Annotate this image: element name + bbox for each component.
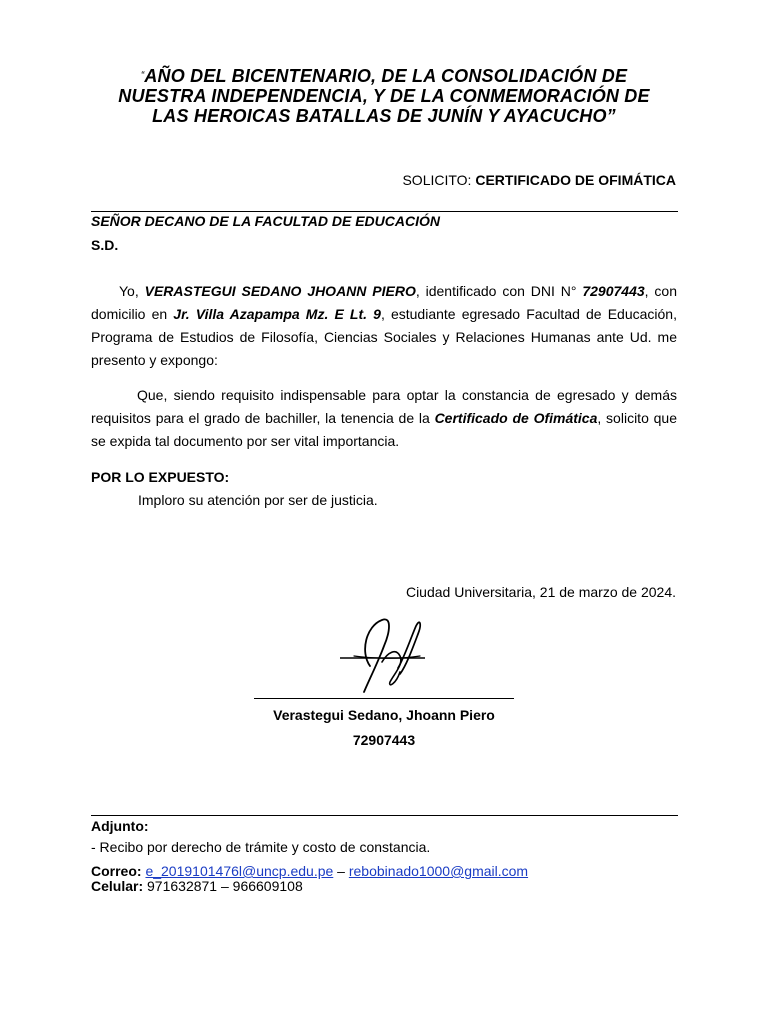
- motto-line-3: LAS HEROICAS BATALLAS DE JUNÍN Y AYACUCHO”: [152, 106, 616, 126]
- attachments-heading: Adjunto:: [91, 818, 149, 834]
- contact-phone-row: [91, 878, 303, 894]
- body-paragraph-1: [91, 280, 677, 372]
- place-date: Ciudad Universitaria, 21 de marzo de 2024.: [405, 584, 676, 600]
- signer-name: Verastegui Sedano, Jhoann Piero: [273, 707, 495, 723]
- signer-dni: 72907443: [352, 732, 416, 748]
- attachment-item: - Recibo por derecho de trámite y costo de constancia.: [91, 839, 431, 855]
- document-motto: [80, 66, 688, 126]
- contact-email-row: [91, 863, 528, 879]
- email-link-personal[interactable]: rebobinado1000@gmail.com: [348, 863, 529, 879]
- addressee: SEÑOR DECANO DE LA FACULTAD DE EDUCACIÓN: [91, 213, 440, 229]
- body1-text-4: , estudiante egresado Facultad de Educación, Programa de Estudios de Filosofía, Ciencias Sociales y Relaciones Humanas ante Ud. me presento y expongo:: [91, 306, 677, 368]
- body1-text-2: , identificado con DNI N°: [415, 283, 583, 299]
- applicant-name: VERASTEGUI SEDANO JHOANN PIERO: [144, 283, 416, 299]
- body2-text-1: Que, siendo requisito indispensable para optar la constancia de egresado y demás requisitos para el grado de bachiller, la tenencia de la: [91, 387, 677, 426]
- closing-request: Imploro su atención por ser de justicia.: [138, 492, 378, 508]
- divider-top: [91, 211, 678, 212]
- salutation-sd: S.D.: [91, 237, 119, 253]
- certificate-name: Certificado de Ofimática: [434, 410, 598, 426]
- email-label: Correo:: [91, 863, 142, 879]
- phone-label: Celular:: [91, 878, 144, 894]
- body-paragraph-2: [91, 384, 677, 453]
- applicant-dni: 72907443: [582, 283, 645, 299]
- body1-text-1: Yo,: [119, 283, 145, 299]
- handwritten-signature: [330, 612, 440, 702]
- motto-open-quote: “: [140, 70, 145, 81]
- body2-text-2: , solicito que se expida tal documento por ser vital importancia.: [91, 410, 677, 449]
- signature-line: [254, 698, 514, 699]
- divider-bottom: [91, 815, 678, 816]
- request-subject: [402, 172, 676, 188]
- phone-numbers: 971632871 – 966609108: [143, 878, 303, 894]
- email-separator: –: [333, 863, 349, 879]
- closing-heading: POR LO EXPUESTO:: [91, 469, 230, 485]
- request-value: CERTIFICADO DE OFIMÁTICA: [475, 172, 676, 188]
- request-label: SOLICITO:: [402, 172, 476, 188]
- body1-text-3: , con domicilio en: [91, 283, 677, 322]
- email-link-institutional[interactable]: e_2019101476l@uncp.edu.pe: [145, 863, 334, 879]
- applicant-address: Jr. Villa Azapampa Mz. E Lt. 9: [173, 306, 381, 322]
- motto-line-2: NUESTRA INDEPENDENCIA, Y DE LA CONMEMORACIÓN DE: [118, 86, 650, 106]
- motto-line-1: AÑO DEL BICENTENARIO, DE LA CONSOLIDACIÓN DE: [144, 66, 628, 86]
